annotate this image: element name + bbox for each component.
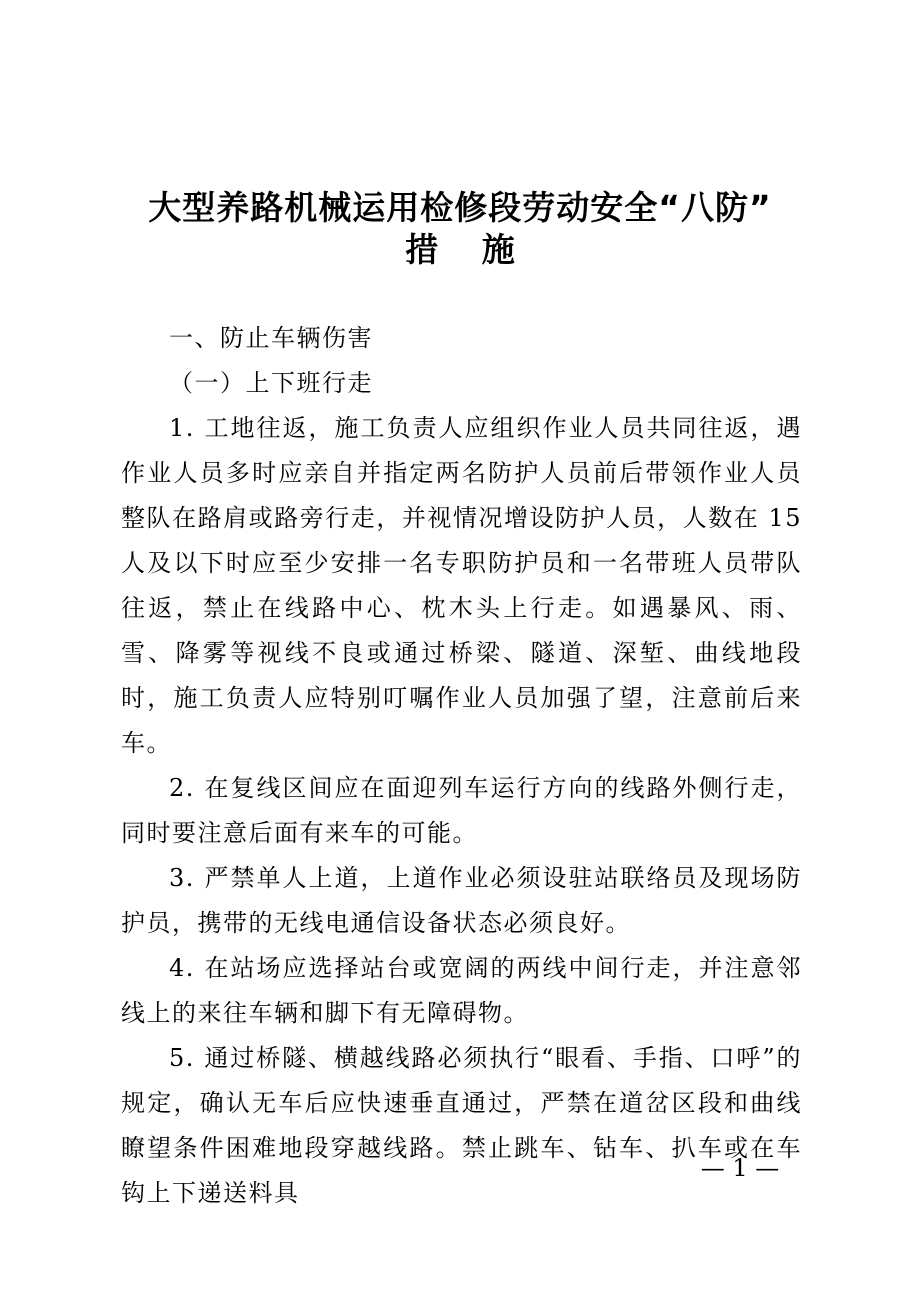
paragraph-2: 2. 在复线区间应在面迎列车运行方向的线路外侧行走，同时要注意后面有来车的可能。 [121, 774, 802, 847]
paragraph-3: 3. 严禁单人上道，上道作业必须设驻站联络员及现场防护员，携带的无线电通信设备状态必须良好。 [121, 864, 802, 937]
section-heading: 一、防止车辆伤害 [169, 324, 373, 352]
document-title-line1: 大型养路机械运用检修段劳动安全“八防” [148, 188, 772, 227]
document-body [121, 316, 802, 1216]
page-number: — 1 — [700, 1154, 780, 1182]
paragraph-5: 5. 通过桥隧、横越线路必须执行“眼看、手指、口呼”的规定，确认无车后应快速垂直通过，严禁在道岔区段和曲线瞭望条件困难地段穿越线路。禁止跳车、钻车、扒车或在车钩上下递送料具 [121, 1044, 802, 1207]
subsection-heading: （一）上下班行走 [169, 369, 373, 397]
document-title-line2: 措 施 [405, 230, 531, 269]
paragraph-1: 1. 工地往返，施工负责人应组织作业人员共同往返，遇作业人员多时应亲自并指定两名防护人员前后带领作业人员整队在路肩或路旁行走，并视情况增设防护人员，人数在 15 人及以下时应至少安排一名专职防护员和一名带班人员带队往返，禁止在线路中心、枕木头上行走。如遇暴风、雨、雪、降雾等视线不良或通过桥梁、隧道、深堑、曲线地段时，施工负责人应特别叮嘱作业人员加强了望，注意前后来车。 [121, 414, 802, 757]
paragraph-4: 4. 在站场应选择站台或宽阔的两线中间行走，并注意邻线上的来往车辆和脚下有无障碍物。 [121, 954, 802, 1027]
